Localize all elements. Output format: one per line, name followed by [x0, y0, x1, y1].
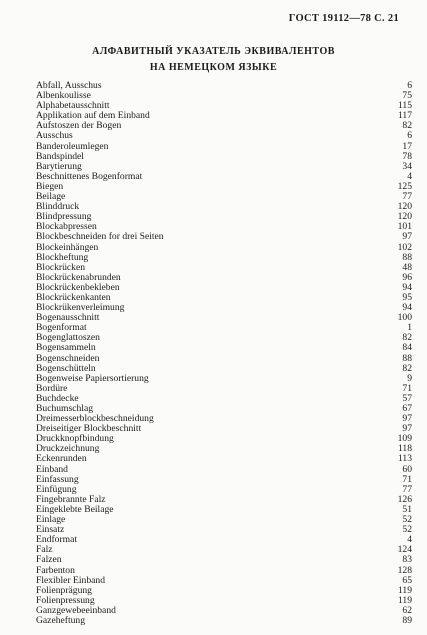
- index-entry: [36, 555, 412, 565]
- entry-page-number: 97: [402, 231, 412, 243]
- entry-page-number: 109: [397, 433, 412, 445]
- entry-page-number: 102: [397, 241, 412, 253]
- entry-term: Druckknopfbindung: [36, 433, 114, 445]
- entry-page-number: 120: [397, 201, 412, 213]
- index-entry: [36, 202, 412, 212]
- entry-page-number: 126: [397, 493, 412, 505]
- entry-page-number: 60: [402, 463, 412, 475]
- entry-page-number: 117: [397, 110, 412, 122]
- entry-term: Blockrükenverleimung: [36, 302, 125, 314]
- entry-term: Buchdecke: [36, 392, 79, 404]
- entry-page-number: 120: [397, 211, 412, 223]
- entry-term: Einfügung: [36, 483, 77, 495]
- index-entry: [36, 81, 412, 91]
- entry-page-number: 57: [402, 392, 412, 404]
- entry-term: Biegen: [36, 180, 64, 192]
- entry-term: Blockrückenbekleben: [36, 281, 120, 293]
- entry-term: Folienpressung: [36, 594, 95, 606]
- index-entry: [36, 374, 412, 384]
- entry-page-number: 118: [397, 443, 412, 455]
- entry-page-number: 94: [402, 302, 412, 314]
- entry-term: Bogenschütteln: [36, 362, 96, 374]
- entry-term: Fingebrannte Falz: [36, 493, 106, 505]
- entry-page-number: 96: [402, 271, 412, 283]
- index-list: [36, 81, 412, 626]
- entry-page-number: 119: [397, 584, 412, 596]
- entry-term: Flexibler Einband: [36, 574, 106, 586]
- index-entry: [36, 576, 412, 586]
- entry-term: Abfall, Ausschus: [36, 80, 102, 91]
- index-entry: [36, 232, 412, 242]
- entry-page-number: 94: [402, 281, 412, 293]
- entry-page-number: 6: [407, 130, 412, 142]
- entry-term: Gazeheftung: [36, 614, 86, 626]
- entry-page-number: 78: [402, 150, 412, 162]
- entry-page-number: 84: [402, 342, 412, 354]
- entry-term: Eckenrunden: [36, 453, 87, 465]
- page-header: ГОСТ 19112—78 С. 21: [288, 13, 399, 24]
- index-entry: [36, 253, 412, 263]
- index-entry: [36, 444, 412, 454]
- entry-term: Eingeklebte Beilage: [36, 503, 114, 515]
- entry-page-number: 113: [397, 453, 412, 465]
- index-entry: [36, 515, 412, 525]
- entry-term: Bordüre: [36, 382, 68, 394]
- entry-page-number: 97: [402, 413, 412, 425]
- entry-page-number: 62: [402, 604, 412, 616]
- entry-term: Dreimesserblockbeschneidung: [36, 413, 154, 425]
- entry-term: Einfassung: [36, 473, 79, 485]
- index-entry: [36, 152, 412, 162]
- entry-term: Banderoleumlegen: [36, 140, 109, 152]
- index-entry: [36, 182, 412, 192]
- entry-term: Einband: [36, 463, 68, 475]
- entry-page-number: 124: [397, 544, 412, 556]
- entry-term: Barytierung: [36, 160, 82, 172]
- entry-page-number: 119: [397, 594, 412, 606]
- entry-page-number: 115: [397, 100, 412, 112]
- entry-term: Einlage: [36, 514, 66, 526]
- index-entry: [36, 172, 412, 182]
- entry-page-number: 82: [402, 362, 412, 374]
- index-entry: [36, 243, 412, 253]
- entry-page-number: 67: [402, 403, 412, 414]
- entry-page-number: 82: [402, 332, 412, 344]
- entry-term: Blockheftung: [36, 251, 89, 263]
- entry-term: Blockabpressen: [36, 221, 97, 233]
- entry-term: Einsatz: [36, 524, 65, 536]
- entry-term: Ganzgewebeeinband: [36, 604, 116, 616]
- index-entry: [36, 454, 412, 464]
- index-entry: [36, 525, 412, 535]
- index-entry: [36, 142, 412, 152]
- entry-term: Dreiseitiger Blockbeschnitt: [36, 423, 142, 435]
- entry-page-number: 89: [402, 614, 412, 626]
- entry-page-number: 95: [402, 291, 412, 303]
- entry-page-number: 100: [397, 312, 412, 324]
- entry-term: Beilage: [36, 191, 66, 203]
- entry-term: Bogensammeln: [36, 342, 96, 354]
- entry-page-number: 71: [402, 382, 412, 394]
- entry-page-number: 83: [402, 554, 412, 566]
- index-title: [0, 44, 427, 76]
- entry-term: Blindpressung: [36, 211, 92, 223]
- index-entry: [36, 121, 412, 131]
- entry-page-number: 77: [402, 483, 412, 495]
- entry-term: Falz: [36, 544, 53, 556]
- entry-term: Blockrückenabrunden: [36, 271, 121, 283]
- entry-term: Blockeinhängen: [36, 241, 99, 253]
- entry-page-number: 9: [407, 372, 412, 384]
- entry-page-number: 65: [402, 574, 412, 586]
- index-title-line-2: НА НЕМЕЦКОМ ЯЗЫКЕ: [149, 62, 278, 73]
- index-entry: [36, 535, 412, 545]
- entry-page-number: 48: [402, 261, 412, 273]
- entry-term: Aufstoszen der Bogen: [36, 120, 122, 132]
- entry-page-number: 128: [397, 564, 412, 576]
- entry-page-number: 51: [402, 503, 412, 515]
- entry-page-number: 6: [407, 80, 412, 91]
- entry-page-number: 77: [402, 191, 412, 203]
- index-entry: [36, 616, 412, 626]
- entry-term: Bogenweise Papiersortierung: [36, 372, 149, 384]
- index-title-line-1: АЛФАВИТНЫЙ УКАЗАТЕЛЬ ЭКВИВАЛЕНТОВ: [92, 46, 335, 57]
- entry-page-number: 1: [407, 322, 412, 334]
- entry-term: Bogenglattoszen: [36, 332, 100, 344]
- index-entry: [36, 465, 412, 475]
- entry-term: Ausschus: [36, 130, 73, 142]
- entry-term: Folienprägung: [36, 584, 92, 596]
- entry-term: Blockbeschneiden for drei Seiten: [36, 231, 164, 243]
- entry-term: Endformat: [36, 534, 78, 546]
- entry-term: Blockrücken: [36, 261, 86, 273]
- entry-page-number: 125: [397, 180, 412, 192]
- entry-term: Druckzeichnung: [36, 443, 100, 455]
- index-entry: [36, 192, 412, 202]
- index-entry: [36, 475, 412, 485]
- entry-term: Beschnittenes Bogenformat: [36, 170, 143, 182]
- entry-page-number: 97: [402, 423, 412, 435]
- entry-page-number: 88: [402, 352, 412, 364]
- entry-term: Blinddruck: [36, 201, 80, 213]
- entry-page-number: 4: [407, 534, 412, 546]
- entry-term: Falzen: [36, 554, 62, 566]
- entry-page-number: 4: [407, 170, 412, 182]
- index-entry: [36, 505, 412, 515]
- entry-term: Blockrückenkanten: [36, 291, 111, 303]
- entry-term: Applikation auf dem Einband: [36, 110, 150, 122]
- index-entry: [36, 313, 412, 323]
- entry-page-number: 52: [402, 524, 412, 536]
- entry-term: Alphabetausschnitt: [36, 100, 110, 112]
- entry-term: Bogenausschnitt: [36, 312, 100, 324]
- entry-page-number: 34: [402, 160, 412, 172]
- entry-term: Bandspindel: [36, 150, 84, 162]
- entry-page-number: 17: [402, 140, 412, 152]
- entry-term: Bogenformat: [36, 322, 87, 334]
- index-entry: [36, 606, 412, 616]
- entry-term: Albenkoulisse: [36, 90, 91, 102]
- entry-term: Farbenton: [36, 564, 75, 576]
- entry-page-number: 101: [397, 221, 412, 233]
- entry-term: Buchumschlag: [36, 403, 94, 414]
- entry-page-number: 88: [402, 251, 412, 263]
- index-entry: [36, 545, 412, 555]
- entry-page-number: 75: [402, 90, 412, 102]
- index-entry: [36, 384, 412, 394]
- entry-page-number: 71: [402, 473, 412, 485]
- entry-page-number: 52: [402, 514, 412, 526]
- entry-term: Bogenschneiden: [36, 352, 100, 364]
- entry-page-number: 82: [402, 120, 412, 132]
